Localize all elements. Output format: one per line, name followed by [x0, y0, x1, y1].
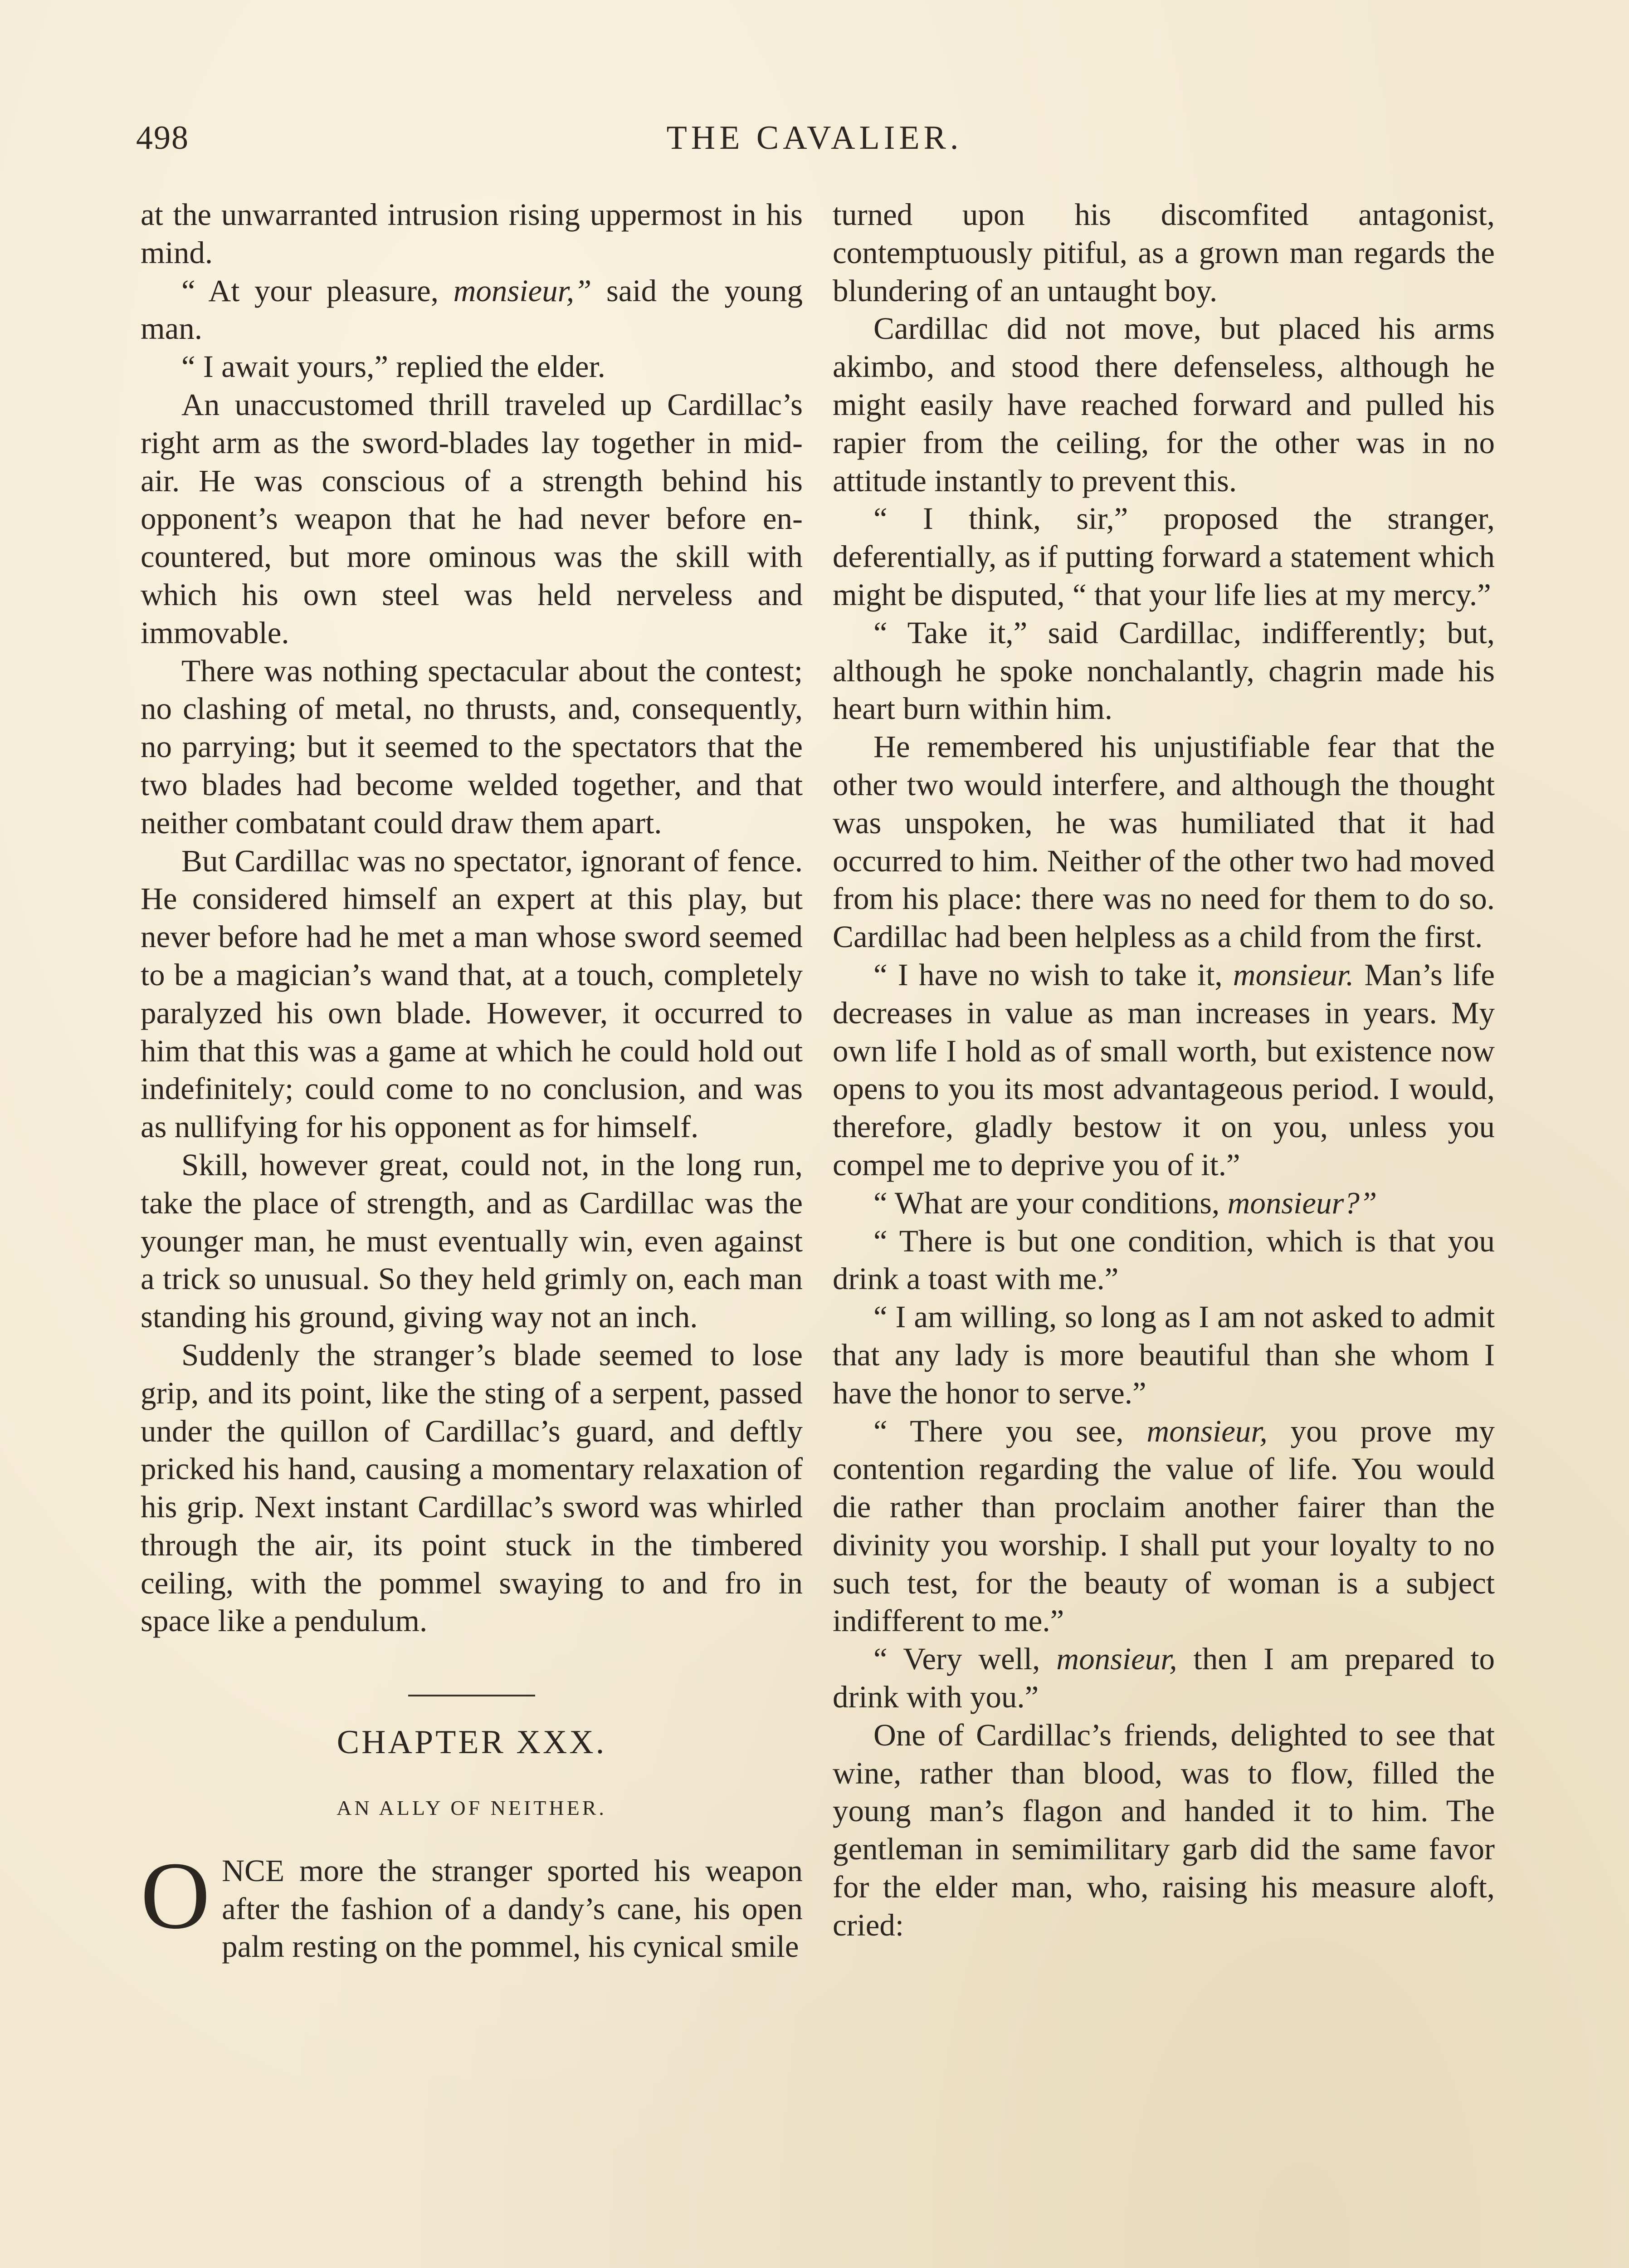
paragraph: “ Take it,” said Cardillac, indifferently; but, although he spoke nonchalantly, chagrin made his heart burn within him. [833, 615, 1495, 726]
paragraph: Cardillac did not move, but placed his arms akimbo, and stood there defenseless, although he might easily have reached forward and pulled his rapier from the ceiling, for the other was in no attitude instantly to prevent this. [833, 311, 1495, 498]
paragraph: An unaccustomed thrill traveled up Cardillac’s right arm as the sword-blades lay together in mid-air. He was conscious of a strength behind his opponent’s weapon that he had never before encountered, but more ominous was the skill with which his own steel was held nerveless and immovable. [141, 387, 803, 650]
paragraph: “ I am willing, so long as I am not asked to admit that any lady is more beautiful than she whom I have the honor to serve.” [833, 1300, 1495, 1410]
paragraph: at the unwarranted intrusion rising uppermost in his mind. [141, 197, 803, 270]
paragraph: “ At your pleasure, monsieur,” said the young man. [141, 273, 803, 346]
paragraph: turned upon his discomfited antagonist, contemptuously pitiful, as a grown man regards the blundering of an untaught boy. [833, 197, 1495, 308]
paragraph: “ There you see, monsieur, you prove my contention regarding the value of life. You would die rather than proclaim another fairer than the divinity you worship. I shall put your loyalty to no such test, for the beauty of woman is a subject indifferent to me.” [833, 1413, 1495, 1638]
paragraph: “ There is but one condition, which is that you drink a toast with me.” [833, 1223, 1495, 1296]
paragraph: Skill, however great, could not, in the long run, take the place of strength, and as Cardillac was the younger man, he must eventually win, even against a trick so unusual. So they held grimly on, each man standing his ground, giving way not an inch. [141, 1147, 803, 1334]
paragraph: He remembered his unjustifiable fear that the other two would interfere, and although the thought was unspoken, he was humiliated that it had occurred to him. Neither of the other two had moved from his place: there was no need for them to do so. Cardillac had been helpless as a child from the first. [833, 729, 1495, 954]
chapter-title: CHAPTER XXX. [337, 1724, 607, 1761]
chapter-subtitle: AN ALLY OF NEITHER. [337, 1796, 607, 1820]
paragraph: “ I think, sir,” proposed the stranger, deferentially, as if putting forward a statement which might be disputed, “ that your life lies at my mercy.” [833, 501, 1495, 612]
paragraph: “ I await yours,” replied the elder. [181, 349, 605, 384]
paragraph: Suddenly the stranger’s blade seemed to lose grip, and its point, like the sting of a serpent, passed under the quillon of Cardillac’s guard, and deftly pricked his hand, causing a momentary relaxation of his grip. Next instant Cardillac’s sword was whirled through the air, its point stuck in the timbered ceiling, with the pommel swaying to and fro in space like a pendulum. [141, 1337, 803, 1638]
paragraph: There was nothing spectacular about the contest; no clashing of metal, no thrusts, and, consequently, no parrying; but it seemed to the spectators that the two blades had become welded together, and that neither combatant could draw them apart. [141, 653, 803, 840]
section-divider [408, 1695, 535, 1696]
page-number: 498 [136, 119, 189, 156]
paragraph: “ Very well, monsieur, then I am prepared to drink with you.” [833, 1642, 1495, 1715]
chapter-opening-paragraph: ONCE more the stranger sported his weapon after the fashion of a dandy’s cane, his open palm resting on the pommel, his cynical smile [141, 1842, 803, 1964]
paragraph: “ What are your conditions, monsieur?” [873, 1185, 1377, 1220]
paragraph: “ I have no wish to take it, monsieur. Man’s life decreases in value as man increases in years. My own life I hold as of small worth, but existence now opens to you its most advantageous period. I would, therefore, gladly bestow it on you, unless you compel me to deprive you of it.” [833, 957, 1495, 1182]
paragraph: One of Cardillac’s friends, delighted to see that wine, rather than blood, was to flow, filled the young man’s flagon and handed it to him. The gentleman in semimilitary garb did the same favor for the elder man, who, raising his measure aloft, cried: [833, 1717, 1495, 1942]
running-head: THE CAVALIER. [666, 119, 963, 156]
paragraph: But Cardillac was no spectator, ignorant of fence. He considered himself an expert at this play, but never before had he met a man whose sword seemed to be a magician’s wand that, at a touch, completely paralyzed his own blade. However, it occurred to him that this was a game at which he could hold out indefinitely; could come to no conclusion, and was as nullifying for his opponent as for himself. [141, 843, 803, 1144]
drop-cap: O [141, 1842, 210, 1949]
right-column [833, 196, 1495, 1945]
left-column [141, 196, 803, 1966]
